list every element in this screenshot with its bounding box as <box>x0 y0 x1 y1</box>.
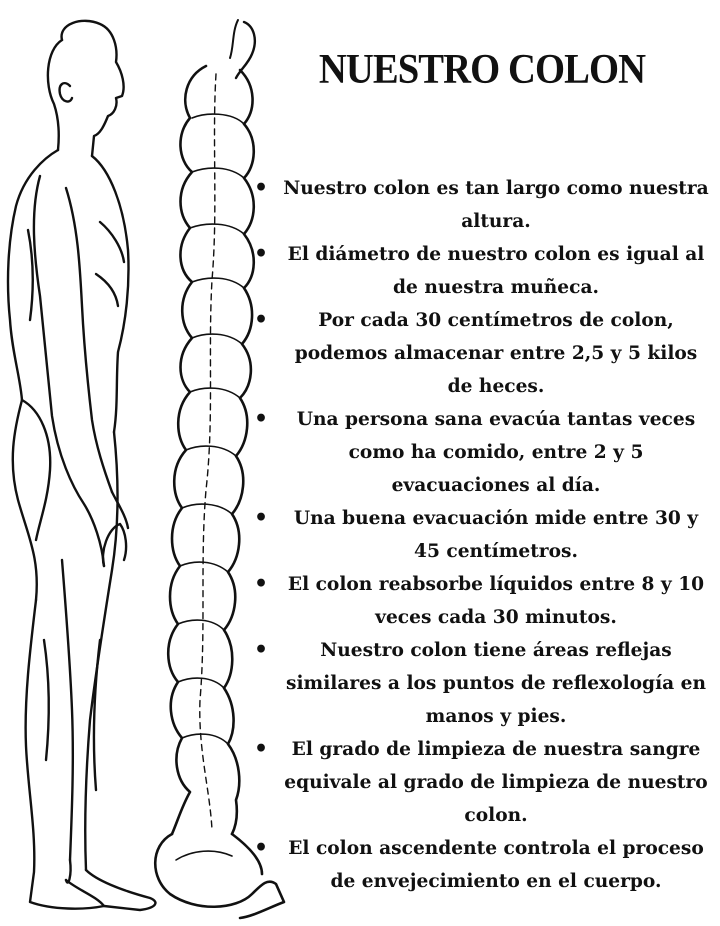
fact-item: • Nuestro colon tiene áreas reflejas similares a los puntos de reflexología en manos y pies. <box>248 634 710 733</box>
fact-item: • El diámetro de nuestro colon es igual al de nuestra muñeca. <box>248 238 710 304</box>
poster-illustration <box>0 0 290 926</box>
facts-list <box>248 172 710 898</box>
fact-item: • Nuestro colon es tan largo como nuestra altura. <box>248 172 710 238</box>
fact-item: • El grado de limpieza de nuestra sangre equivale al grado de limpieza de nuestro colon. <box>248 733 710 832</box>
fact-item: • Una persona sana evacúa tantas veces como ha comido, entre 2 y 5 evacuaciones al día. <box>248 403 710 502</box>
human-body-side-view-icon <box>8 21 155 910</box>
fact-item: • Una buena evacuación mide entre 30 y 45 centímetros. <box>248 502 710 568</box>
fact-item: • El colon ascendente controla el proceso de envejecimiento en el cuerpo. <box>248 832 710 898</box>
fact-item: • Por cada 30 centímetros de colon, podemos almacenar entre 2,5 y 5 kilos de heces. <box>248 304 710 403</box>
poster-title: NUESTRO COLON <box>318 47 646 93</box>
fact-item: • El colon reabsorbe líquidos entre 8 y 10 veces cada 30 minutos. <box>248 568 710 634</box>
